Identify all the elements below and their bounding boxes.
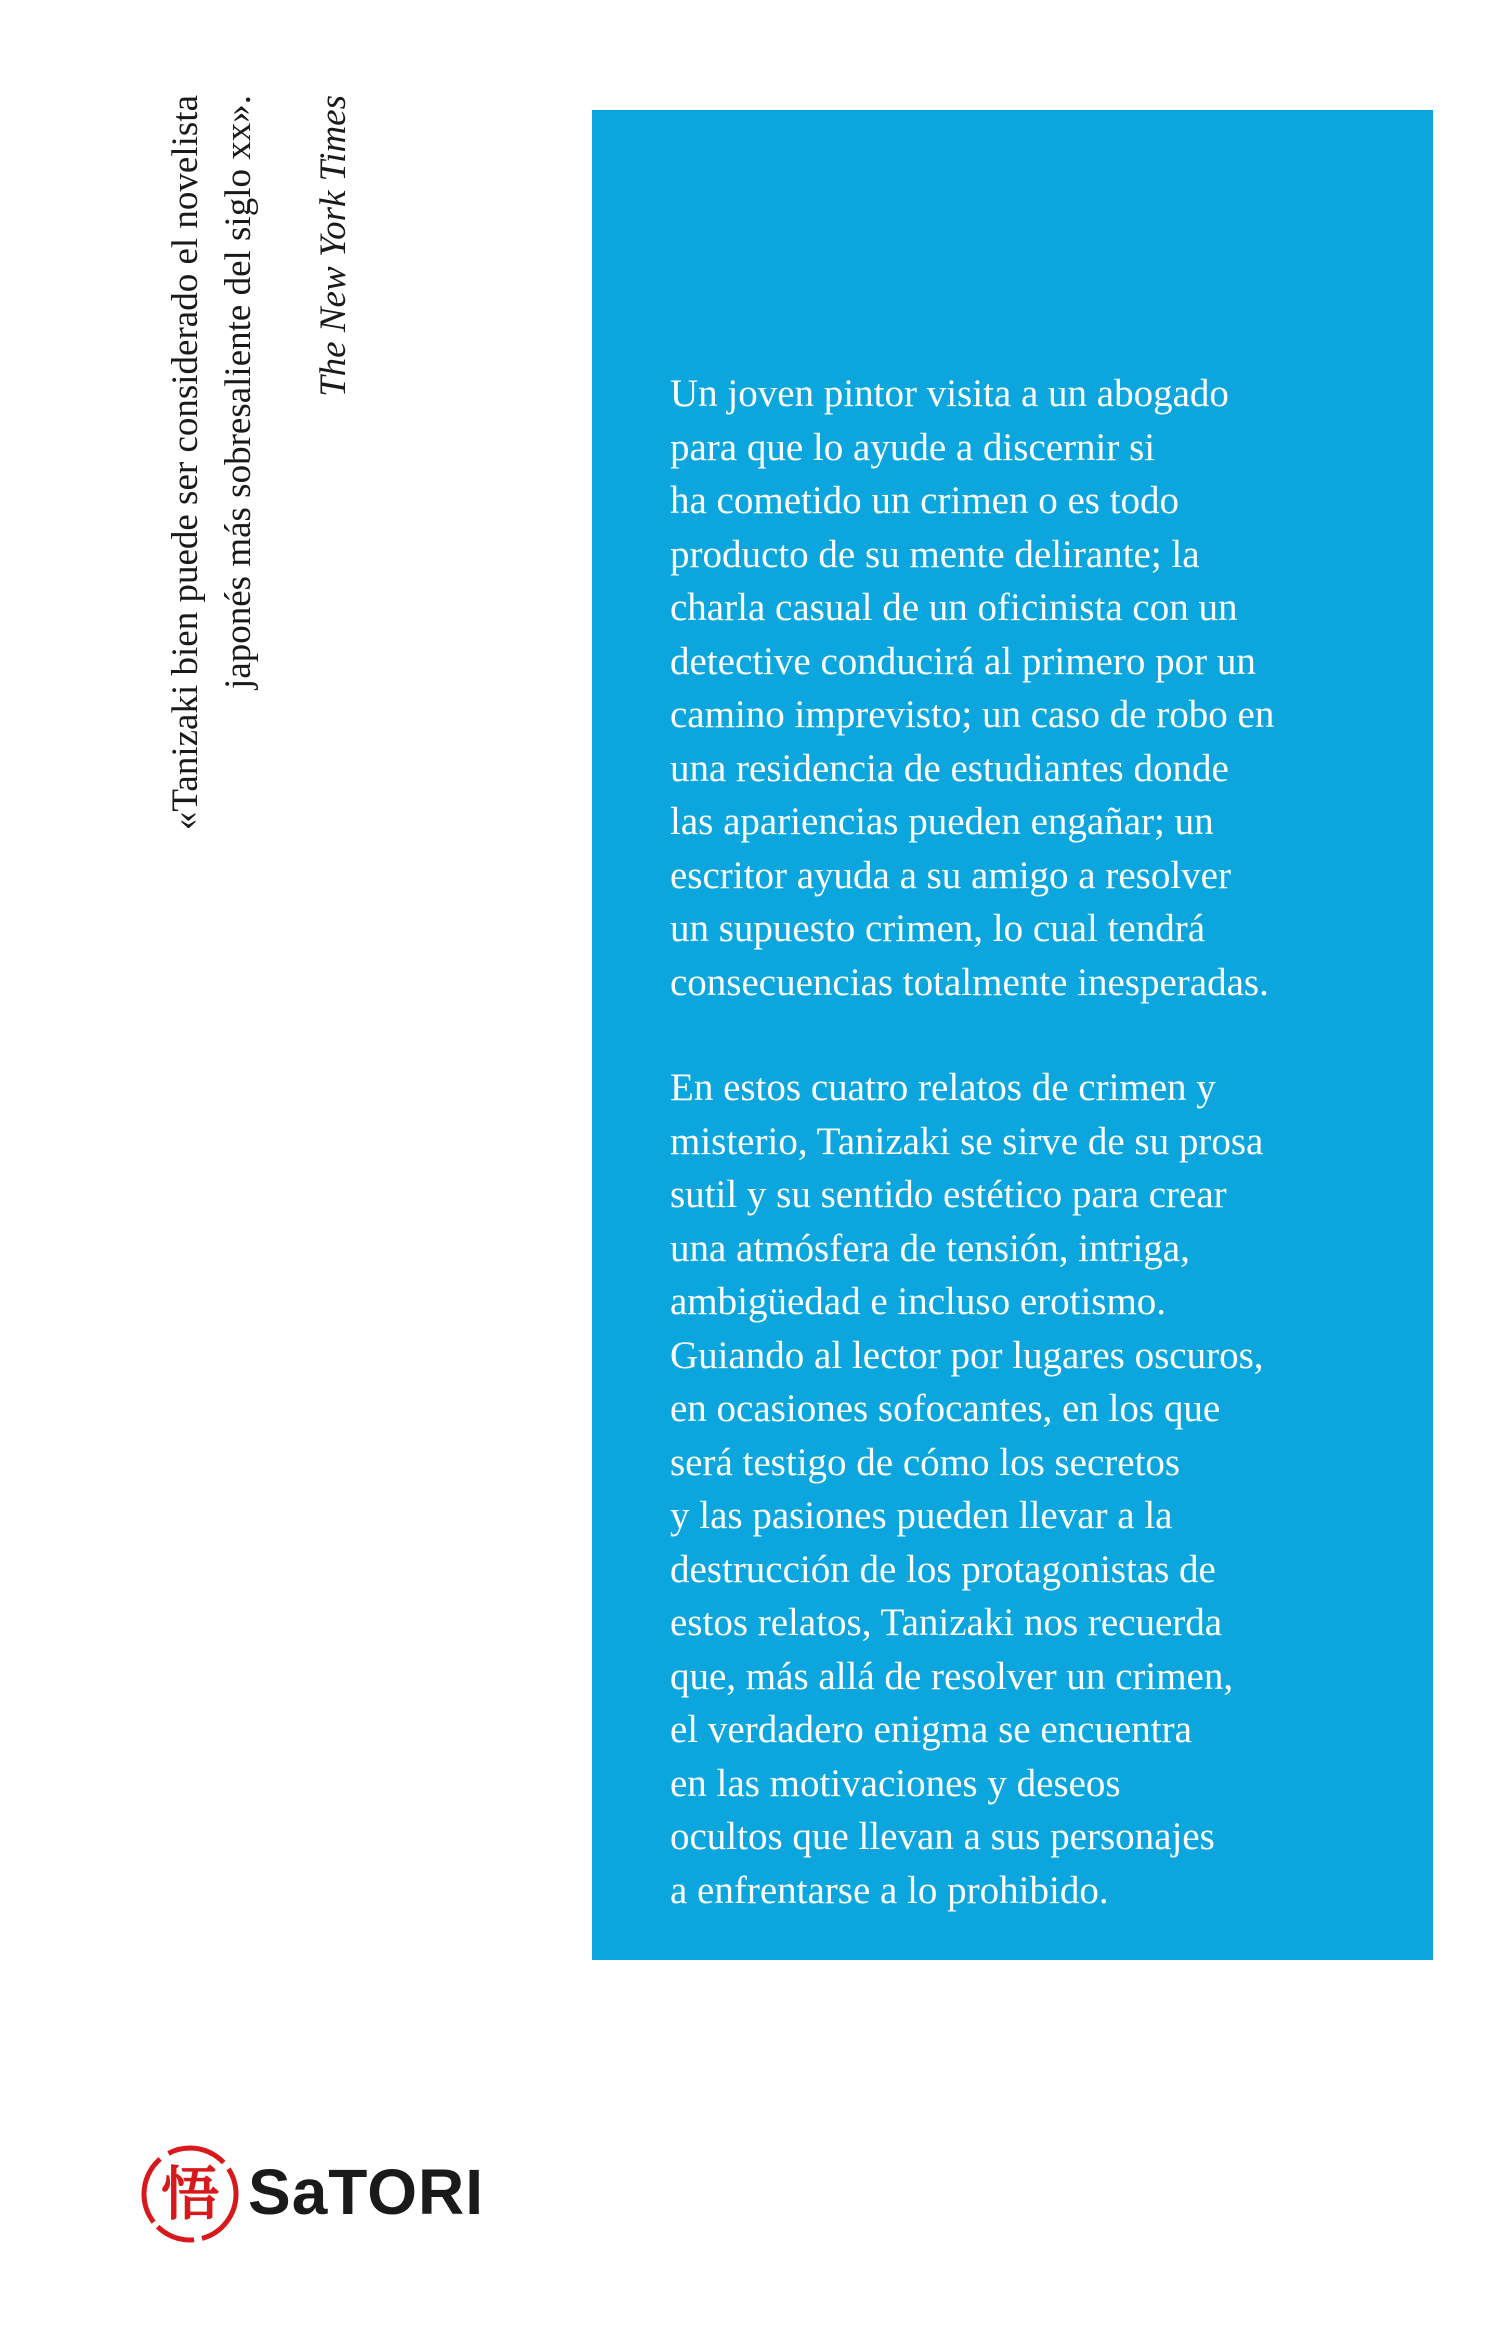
review-quote-line: japonés más sobresaliente del siglo xx».: [218, 95, 259, 689]
synopsis-line: Un joven pintor visita a un abogado: [670, 372, 1229, 415]
synopsis-line: Guiando al lector por lugares oscuros,: [670, 1333, 1264, 1377]
paragraph-gap: [670, 1009, 1393, 1061]
seal-glyph: 悟: [160, 2160, 220, 2228]
synopsis-text: [670, 367, 1393, 1917]
synopsis-panel: [592, 110, 1433, 1960]
synopsis-line: charla casual de un oficinista con un: [670, 586, 1238, 629]
satori-seal-icon: [140, 2144, 240, 2244]
synopsis-line: detective conducirá al primero por un: [670, 639, 1256, 683]
synopsis-line: y las pasiones pueden llevar a la: [670, 1494, 1173, 1537]
synopsis-line: que, más allá de resolver un crimen,: [670, 1654, 1234, 1698]
review-quote-source: The New York Times: [313, 95, 354, 397]
synopsis-line: destrucción de los protagonistas de: [670, 1547, 1216, 1591]
synopsis-line: a enfrentarse a lo prohibido.: [670, 1868, 1109, 1912]
synopsis-line: una atmósfera de tensión, intriga,: [670, 1226, 1190, 1270]
publisher-name: SaTORI: [248, 2156, 484, 2228]
synopsis-line: producto de su mente delirante; la: [670, 532, 1200, 576]
synopsis-line: en ocasiones sofocantes, en los que: [670, 1387, 1221, 1430]
synopsis-line: una residencia de estudiantes donde: [670, 746, 1229, 790]
synopsis-line: En estos cuatro relatos de crimen y: [670, 1066, 1216, 1109]
review-quote-text-block: [145, 95, 365, 955]
synopsis-line: ocultos que llevan a sus personajes: [670, 1815, 1215, 1858]
synopsis-line: ha cometido un crimen o es todo: [670, 479, 1180, 522]
synopsis-line: un supuesto crimen, lo cual tendrá: [670, 907, 1206, 950]
review-quote: [145, 95, 365, 955]
synopsis-line: será testigo de cómo los secretos: [670, 1440, 1181, 1484]
synopsis-line: consecuencias totalmente inesperadas.: [670, 960, 1269, 1004]
synopsis-line: camino imprevisto; un caso de robo en: [670, 693, 1275, 736]
synopsis-line: para que lo ayude a discernir si: [670, 425, 1156, 469]
synopsis-line: en las motivaciones y deseos: [670, 1761, 1121, 1805]
synopsis-line: sutil y su sentido estético para crear: [670, 1173, 1227, 1216]
synopsis-line: estos relatos, Tanizaki nos recuerda: [670, 1601, 1223, 1644]
review-quote-line: «Tanizaki bien puede ser considerado el novelista: [165, 95, 206, 831]
synopsis-line: misterio, Tanizaki se sirve de su prosa: [670, 1119, 1264, 1163]
synopsis-line: las apariencias pueden engañar; un: [670, 800, 1214, 843]
synopsis-line: escritor ayuda a su amigo a resolver: [670, 853, 1231, 897]
synopsis-line: el verdadero enigma se encuentra: [670, 1708, 1192, 1751]
synopsis-line: ambigüedad e incluso erotismo.: [670, 1280, 1167, 1323]
publisher-logo: [140, 2138, 500, 2248]
